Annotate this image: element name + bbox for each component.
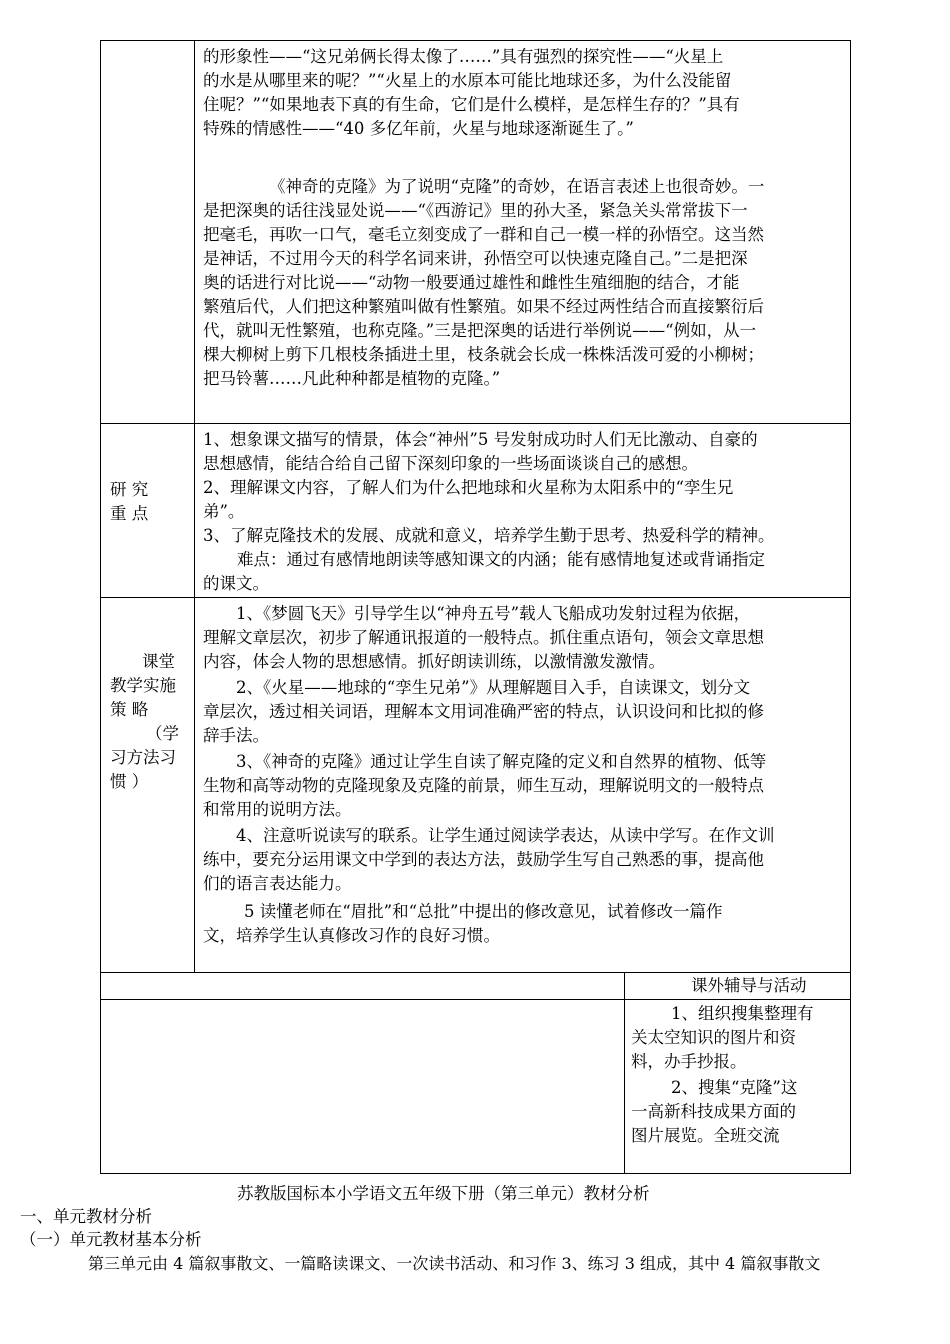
row-divider-4 [100,999,851,1000]
row1-line: 的水是从哪里来的呢？”“火星上的水原本可能比地球还多，为什么没能留 [203,71,732,90]
activity-line: 一高新科技成果方面的 [631,1102,796,1121]
row3-line: 1、《梦圆飞天》引导学生以“神舟五号”载人飞船成功发射过程为依据， [236,604,751,623]
row2-line: 2、理解课文内容，了解人们为什么把地球和火星称为太阳系中的“孪生兄 [203,478,734,497]
row3-label-line: 教学实施 [110,676,176,695]
row2-line: 难点：通过有感情地朗读等感知课文的内涵；能有感情地复述或背诵指定 [237,550,765,569]
row3-line: 内容，体会人物的思想感情。抓好朗读训练，以激情激发激情。 [203,652,665,671]
row1-line: 把毫毛，再吹一口气，毫毛立刻变成了一群和自己一模一样的孙悟空。这当然 [203,225,764,244]
row2-line: 1、想象课文描写的情景，体会“神州”5 号发射成功时人们无比激动、自豪的 [203,430,758,449]
row1-line: 奥的话进行对比说——“动物一般要通过雄性和雌性生殖细胞的结合，才能 [203,273,740,292]
activity-line: 料，办手抄报。 [631,1052,747,1071]
row1-line: 特殊的情感性——“40 多亿年前，火星与地球逐渐诞生了。” [203,119,634,138]
row3-line: 生物和高等动物的克隆现象及克隆的前景，师生互动，理解说明文的一般特点 [203,776,764,795]
row1-line: 代，就叫无性繁殖，也称克隆。”三是把深奥的话进行举例说——“例如，从一 [203,321,757,340]
row2-line: 弟”。 [203,502,245,521]
row-divider-3 [100,972,851,973]
activity-column-divider [624,972,625,1174]
table-border-top [100,40,851,41]
section-heading: 一、单元教材分析 [20,1207,152,1226]
row3-line: 们的语言表达能力。 [203,874,352,893]
activity-line: 关太空知识的图片和资 [631,1028,796,1047]
row3-label-line: （学 [146,724,179,743]
row-divider-1 [100,423,851,424]
table-border-right [850,40,851,1174]
row1-line: 是把深奥的话往浅显处说——“《西游记》里的孙大圣，紧急关头常常拔下一 [203,201,748,220]
paragraph: 第三单元由 4 篇叙事散文、一篇略读课文、一次读书活动、和习作 3、练习 3 组成，其中 4 篇叙事散文 [88,1254,821,1273]
row3-line: 5 读懂老师在“眉批”和“总批”中提出的修改意见，试着修改一篇作 [244,902,723,921]
row2-line: 3、了解克隆技术的发展、成就和意义，培养学生勤于思考、热爱科学的精神。 [203,526,775,545]
row3-line: 辞手法。 [203,726,269,745]
row1-line: 棵大柳树上剪下几根枝条插进土里，枝条就会长成一株株活泼可爱的小柳树； [203,345,764,364]
row2-label-line: 研 究 [110,480,149,499]
row3-label-line: 策 略 [110,700,149,719]
row3-line: 2、《火星——地球的“孪生兄弟”》从理解题目入手，自读课文，划分文 [236,678,751,697]
row1-line: 是神话，不过用今天的科学名词来讲，孙悟空可以快速克隆自己。”二是把深 [203,249,748,268]
row3-line: 练中，要充分运用课文中学到的表达方法，鼓励学生写自己熟悉的事，提高他 [203,850,764,869]
table-border-bottom [100,1173,851,1174]
row1-line: 住呢？”“如果地表下真的有生命，它们是什么模样，是怎样生存的？”具有 [203,95,740,114]
row3-label-line: 习方法习 [110,748,176,767]
activity-line: 图片展览。全班交流 [631,1126,780,1145]
row3-label-line: 惯 ） [110,772,149,791]
activity-line: 2、搜集“克隆”这 [671,1078,798,1097]
row3-line: 4、注意听说读写的联系。让学生通过阅读学表达，从读中学写。在作文训 [236,826,775,845]
activity-header: 课外辅导与活动 [691,976,807,995]
row3-line: 文，培养学生认真修改习作的良好习惯。 [203,926,500,945]
row3-line: 理解文章层次，初步了解通讯报道的一般特点。抓住重点语句，领会文章思想 [203,628,764,647]
row1-line: 的形象性——“这兄弟俩长得太像了……”具有强烈的探究性——“火星上 [203,47,724,66]
row2-line: 的课文。 [203,574,269,593]
row1-line: 繁殖后代，人们把这种繁殖叫做有性繁殖。如果不经过两性结合而直接繁衍后 [203,297,764,316]
row2-line: 思想感情，能结合给自己留下深刻印象的一些场面谈谈自己的感想。 [203,454,698,473]
row3-line: 3、《神奇的克隆》通过让学生自读了解克隆的定义和自然界的植物、低等 [236,752,767,771]
subsection-heading: （一）单元教材基本分析 [20,1230,202,1249]
row1-line: 把马铃薯……凡此种种都是植物的克隆。” [203,369,501,388]
row2-label-line: 重 点 [110,504,149,523]
document-title: 苏教版国标本小学语文五年级下册（第三单元）教材分析 [237,1184,650,1203]
table-border-left [100,40,101,1174]
label-column-divider [194,40,195,972]
row3-line: 和常用的说明方法。 [203,800,352,819]
row3-label-line: 课堂 [142,652,175,671]
activity-line: 1、组织搜集整理有 [671,1004,814,1023]
row-divider-2 [100,597,851,598]
row1-line: 《神奇的克隆》为了说明“克隆”的奇妙，在语言表述上也很奇妙。一 [269,177,765,196]
row3-line: 章层次，透过相关词语，理解本文用词准确严密的特点，认识设问和比拟的修 [203,702,764,721]
